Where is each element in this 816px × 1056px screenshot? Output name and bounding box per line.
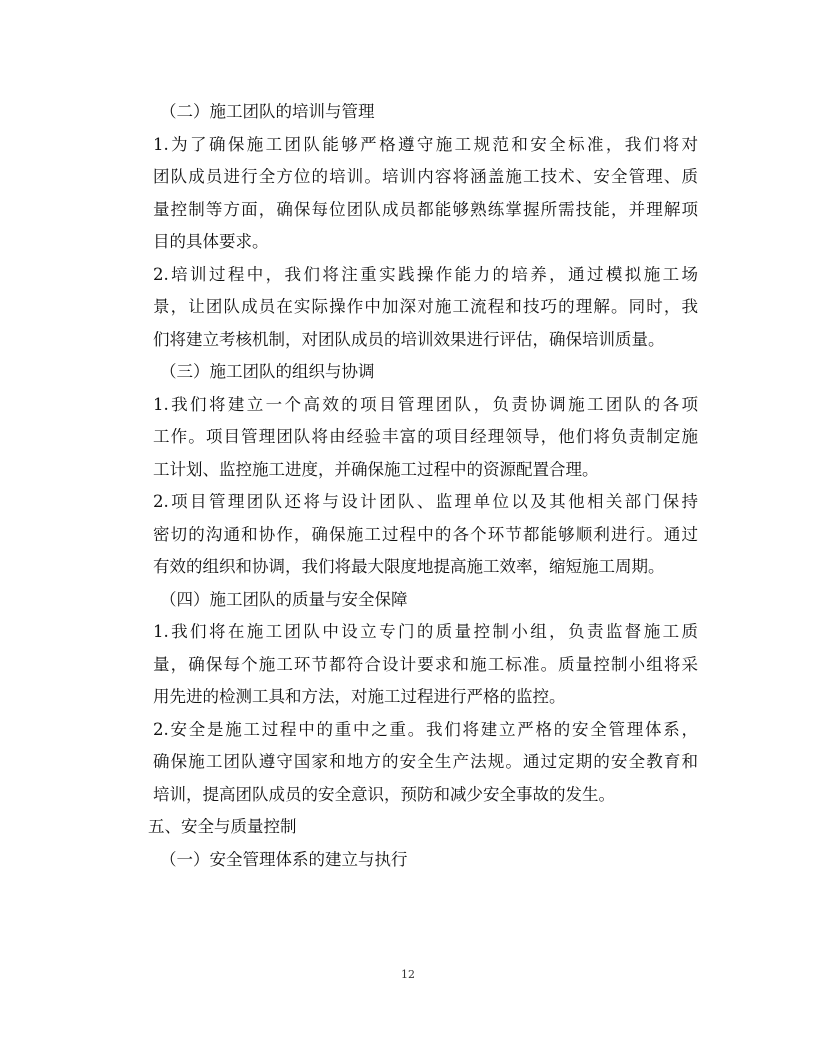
text-line: 工计划、监控施工进度，并确保施工过程中的资源配置合理。: [153, 459, 599, 479]
paragraph: [120, 389, 698, 487]
text-line: 1.为了确保施工团队能够严格遵守施工规范和安全标准，我们将对: [153, 134, 698, 154]
text-line: 2.培训过程中，我们将注重实践操作能力的培养，通过模拟施工场: [153, 264, 698, 284]
page-number: 12: [401, 968, 415, 981]
text-line: 景，让团队成员在实际操作中加深对施工流程和技巧的理解。同时，我: [153, 297, 698, 316]
text-line: 团队成员进行全方位的培训。培训内容将涵盖施工技术、安全管理、质: [153, 167, 698, 186]
text-line: 有效的组织和协调，我们将最大限度地提高施工效率，缩短施工周期。: [153, 557, 665, 576]
text-line: 培训，提高团队成员的安全意识，预防和减少安全事故的发生。: [153, 784, 615, 804]
text-line: 用先进的检测工具和方法，对施工过程进行严格的监控。: [153, 687, 566, 706]
paragraph: [120, 259, 698, 357]
text-line: 量控制等方面，确保每位团队成员都能够熟练掌握所需技能，并理解项: [153, 199, 698, 219]
text-line: 1.我们将建立一个高效的项目管理团队，负责协调施工团队的各项: [153, 394, 698, 414]
text-line: 1.我们将在施工团队中设立专门的质量控制小组，负责监督施工质: [153, 622, 698, 641]
text-line: 2.安全是施工过程中的重中之重。我们将建立严格的安全管理体系，: [153, 719, 698, 739]
text-line: 确保施工团队遵守国家和地方的安全生产法规。通过定期的安全教育和: [153, 752, 698, 771]
text-line: 们将建立考核机制，对团队成员的培训效果进行评估，确保培训质量。: [153, 329, 665, 349]
page-content: [120, 96, 698, 876]
paragraph: [120, 714, 698, 812]
text-line: 密切的沟通和协作，确保施工过程中的各个环节都能够顺利进行。通过: [153, 524, 698, 544]
text-line: 2.项目管理团队还将与设计团队、监理单位以及其他相关部门保持: [153, 492, 698, 511]
section-heading: （三）施工团队的组织与协调: [160, 362, 375, 381]
paragraph: [120, 616, 698, 714]
sub-heading: （一）安全管理体系的建立与执行: [160, 849, 408, 869]
text-line: 量，确保每个施工环节都符合设计要求和施工标准。质量控制小组将采: [153, 654, 698, 674]
paragraph: [120, 486, 698, 584]
section-heading: （二）施工团队的培训与管理: [160, 102, 375, 121]
text-line: 目的具体要求。: [153, 232, 269, 251]
chapter-heading: 五、安全与质量控制: [148, 817, 297, 836]
text-line: 工作。项目管理团队将由经验丰富的项目经理领导，他们将负责制定施: [153, 427, 698, 446]
section-heading: （四）施工团队的质量与安全保障: [160, 589, 408, 609]
paragraph: [120, 129, 698, 259]
